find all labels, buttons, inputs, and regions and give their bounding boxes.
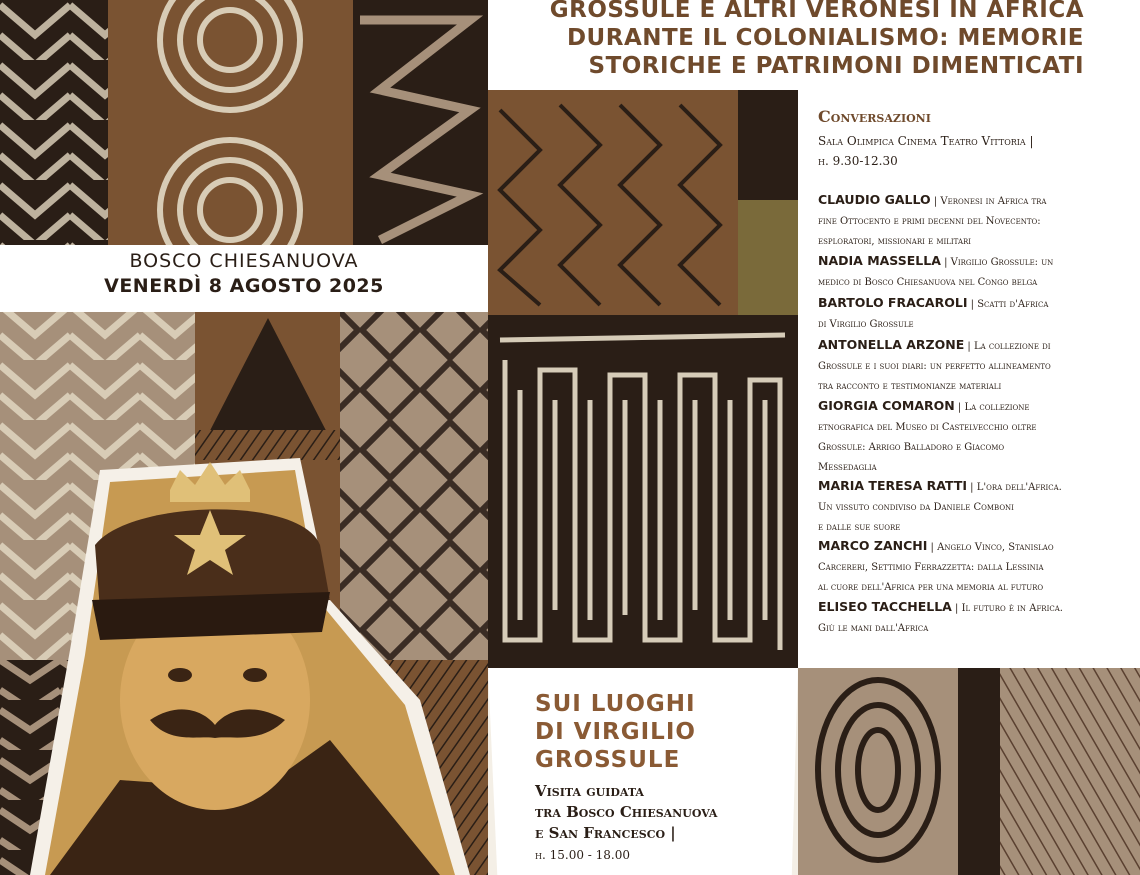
visit-line-2: tra Bosco Chiesanuova [535,803,718,821]
conversations-venue: Sala Olimpica Cinema Teatro Vittoria | [818,134,1034,148]
event-town: BOSCO CHIESANUOVA [129,250,359,272]
places-heading-line-2: DI VIRGILIO [535,719,696,745]
talk-topic: | Il futuro è in Africa. [951,603,1063,614]
talk-topic: | Virgilio Grossule: un [940,257,1054,268]
talk-speaker: MARCO ZANCHI [818,538,928,553]
pattern-tile-diamond [340,312,488,672]
talk-topic: | Veronesi in Africa tra [930,196,1047,207]
pattern-tile-brown-circles [108,0,353,245]
talk-speaker: CLAUDIO GALLO [818,192,931,207]
places-heading-line-3: GROSSULE [535,747,681,773]
talk-topic: | La collezione [954,402,1030,413]
talk-item [818,396,1118,478]
pattern-tile-dark-zigzag [353,0,488,245]
talk-speaker: BARTOLO FRACAROLI [818,295,968,310]
talk-speaker: GIORGIA COMARON [818,398,955,413]
talk-topic: medico di Bosco Chiesanuova nel Congo belga [818,277,1038,288]
talk-speaker: ANTONELLA ARZONE [818,337,965,352]
event-title-line-3: STORICHE E PATRIMONI DIMENTICATI [588,53,1084,79]
event-title-line-1: GROSSULE E ALTRI VERONESI IN AFRICA [549,0,1084,23]
talk-topic: | Angelo Vinco, Stanislao [927,542,1054,553]
talk-item [818,597,1118,639]
talk-topic: | L'ora dell'Africa. [967,482,1062,493]
visit-line-3: e San Francesco | [535,824,676,842]
conversations-hours: h. 9.30-12.30 [818,154,898,168]
talk-topic: | La collezione di [964,341,1051,352]
talk-topic: esploratori, missionari e militari [818,236,972,247]
talk-topic: Messedaglia [818,462,877,473]
talk-item [818,335,1118,397]
places-heading-line-1: SUI LUOGHI [535,691,696,717]
talk-topic: tra racconto e testimonianze materiali [818,381,1002,392]
visit-line-1: Visita guidata [535,782,644,800]
talk-item [818,251,1118,293]
talk-topic: di Virgilio Grossule [818,319,914,330]
talk-item [818,536,1118,598]
talk-topic: Carcereri, Settimio Ferrazzetta: dalla Lessinia [818,562,1044,573]
event-date: VENERDÌ 8 AGOSTO 2025 [104,275,384,297]
talk-item [818,476,1118,538]
event-title-line-2: DURANTE IL COLONIALISMO: MEMORIE [566,25,1084,51]
talk-topic: Un vissuto condiviso da Daniele Comboni [818,502,1014,513]
talk-topic: Grossule e i suoi diari: un perfetto allineamento [818,361,1051,372]
talk-speaker: ELISEO TACCHELLA [818,599,952,614]
talk-topic: Grossule: Arrigo Balladoro e Giacomo [818,442,1005,453]
pattern-tile-olive [738,200,798,315]
talk-topic: e dalle sue suore [818,522,901,533]
visit-hours: h. 15.00 - 18.00 [535,848,630,862]
talk-topic: etnografica del Museo di Castelvecchio oltre [818,422,1037,433]
talk-item [818,190,1118,252]
talk-item [818,293,1118,335]
talk-topic: | Scatti d'Africa [967,299,1049,310]
talk-speaker: NADIA MASSELLA [818,253,941,268]
talk-topic: Giù le mani dall'Africa [818,623,929,634]
talk-topic: fine Ottocento e primi decenni del Novecento: [818,216,1041,227]
talk-topic: al cuore dell'Africa per una memoria al futuro [818,582,1044,593]
pattern-tile-tan-stripes [1000,668,1140,875]
talk-speaker: MARIA TERESA RATTI [818,478,967,493]
conversations-heading: Conversazioni [818,107,931,126]
pattern-tile-tan-ovals [798,668,958,875]
